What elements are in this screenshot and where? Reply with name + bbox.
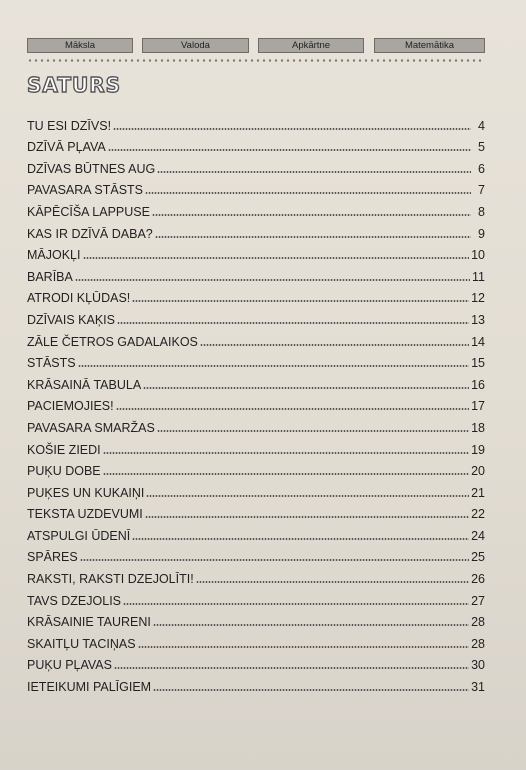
toc-entry-title: RAKSTI, RAKSTI DZEJOLĪTI!: [27, 572, 194, 587]
dot-leader: [157, 171, 471, 173]
dot-leader: [196, 581, 469, 583]
toc-entry-page-number: 14: [471, 334, 485, 349]
toc-entry-title: PAVASARA STĀSTS: [27, 183, 144, 198]
toc-entry: [27, 392, 485, 414]
toc-entry: [27, 327, 485, 349]
dot-leader: [200, 344, 469, 346]
dot-leader: [143, 387, 469, 389]
toc-entry: [27, 176, 485, 198]
toc-entry-page-number: 28: [471, 615, 485, 630]
toc-entry-title: STĀSTS: [27, 356, 76, 371]
toc-entry: [27, 521, 485, 543]
toc-entry-page-number: 15: [471, 356, 485, 371]
toc-entry-title: TEKSTA UZDEVUMI: [27, 507, 143, 522]
dot-leader: [123, 603, 469, 605]
subject-tab-environment: Apkārtne: [258, 38, 364, 53]
toc-entry: [27, 154, 485, 176]
toc-entry-page-number: 7: [478, 183, 485, 198]
dotted-divider: [27, 59, 485, 62]
toc-entry-page-number: 6: [478, 161, 485, 176]
toc-entry-page-number: 21: [471, 485, 485, 500]
dot-leader: [114, 667, 469, 669]
toc-entry: [27, 133, 485, 155]
toc-entry-title: ATSPULGI ŪDENĪ: [27, 528, 131, 543]
toc-entry-title: KOŠIE ZIEDI: [27, 442, 101, 457]
dot-leader: [138, 646, 470, 648]
toc-entry-title: DZĪVĀ PĻAVA: [27, 140, 106, 155]
dot-leader: [155, 236, 471, 238]
dot-leader: [103, 473, 469, 475]
subject-tab-art: Māksla: [27, 38, 133, 53]
toc-entry-page-number: 12: [471, 291, 485, 306]
toc-entry-page-number: 22: [471, 507, 485, 522]
toc-entry: [27, 305, 485, 327]
toc-entry: [27, 241, 485, 263]
toc-entry-page-number: 24: [471, 528, 485, 543]
toc-entry: [27, 197, 485, 219]
toc-entry-page-number: 28: [471, 636, 485, 651]
toc-entry-page-number: 18: [471, 420, 485, 435]
toc-entry: [27, 413, 485, 435]
toc-entry: [27, 435, 485, 457]
toc-entry-page-number: 25: [471, 550, 485, 565]
dot-leader: [146, 495, 469, 497]
toc-entry-page-number: 10: [471, 248, 485, 263]
toc-entry: [27, 543, 485, 565]
toc-entry-title: KRĀSAINĀ TABULA: [27, 377, 142, 392]
dot-leader: [153, 689, 469, 691]
toc-entry-title: BARĪBA: [27, 269, 73, 284]
toc-entry: [27, 629, 485, 651]
toc-entry-title: IETEIKUMI PALĪGIEM: [27, 680, 152, 695]
toc-entry: [27, 457, 485, 479]
dot-leader: [83, 257, 470, 259]
toc-entry: [27, 478, 485, 500]
toc-entry-page-number: 17: [471, 399, 485, 414]
dot-leader: [132, 300, 469, 302]
toc-entry: [27, 349, 485, 371]
dot-leader: [152, 214, 471, 216]
toc-entry: [27, 672, 485, 694]
toc-entry-title: KĀPĒCĪŠA LAPPUSE: [27, 204, 150, 219]
toc-entry-title: PUĶU DOBE: [27, 464, 101, 479]
dot-leader: [113, 128, 471, 130]
toc-entry: [27, 284, 485, 306]
toc-entry-title: ZĀLE ČETROS GADALAIKOS: [27, 334, 198, 349]
toc-entry-page-number: 30: [471, 658, 485, 673]
toc-entry-title: TAVS DZEJOLIS: [27, 593, 122, 608]
toc-entry-title: DZĪVAS BŪTNES AUG: [27, 161, 156, 176]
dot-leader: [117, 322, 469, 324]
subject-tab-language: Valoda: [142, 38, 249, 53]
dot-leader: [75, 279, 470, 281]
subject-tab-math: Matemātika: [374, 38, 485, 53]
toc-entry-page-number: 20: [471, 464, 485, 479]
toc-entry: [27, 608, 485, 630]
toc-entry: [27, 586, 485, 608]
toc-entry-page-number: 9: [478, 226, 485, 241]
dot-leader: [157, 430, 469, 432]
dot-leader: [103, 452, 469, 454]
toc-entry-page-number: 13: [471, 312, 485, 327]
toc-entry-title: MĀJOKĻI: [27, 248, 81, 263]
toc-entry-title: PACIEMOJIES!: [27, 399, 114, 414]
toc-entry-page-number: 31: [471, 680, 485, 695]
dot-leader: [78, 365, 469, 367]
toc-entry-title: PUĶES UN KUKAIŅI: [27, 485, 145, 500]
dot-leader: [145, 516, 469, 518]
toc-entry: [27, 564, 485, 586]
toc-entry: [27, 651, 485, 673]
toc-entry-title: DZĪVAIS KAĶIS: [27, 312, 115, 327]
toc-entry-page-number: 19: [471, 442, 485, 457]
toc-entry-title: KAS IR DZĪVĀ DABA?: [27, 226, 153, 241]
toc-entry-page-number: 26: [471, 572, 485, 587]
toc-entry-page-number: 4: [478, 118, 485, 133]
toc-entry-title: SPĀRES: [27, 550, 78, 565]
contents-heading: SATURS: [27, 73, 122, 97]
toc-entry-title: PUĶU PĻAVAS: [27, 658, 112, 673]
toc-entry-page-number: 27: [471, 593, 485, 608]
subject-tabs: [27, 38, 485, 52]
toc-entry-title: TU ESI DZĪVS!: [27, 118, 112, 133]
toc-entry-title: PAVASARA SMARŽAS: [27, 420, 155, 435]
toc-entry: [27, 219, 485, 241]
toc-entry-title: SKAITĻU TACIŅAS: [27, 636, 136, 651]
dot-leader: [116, 408, 470, 410]
toc-entry-page-number: 5: [478, 140, 485, 155]
toc-entry-page-number: 11: [472, 269, 485, 284]
toc-entry: [27, 111, 485, 133]
toc-entry-title: ATRODI KĻŪDAS!: [27, 291, 131, 306]
toc-entry-title: KRĀSAINIE TAURENI: [27, 615, 151, 630]
toc-entry-page-number: 8: [478, 204, 485, 219]
dot-leader: [108, 149, 471, 151]
dot-leader: [132, 538, 469, 540]
toc-entry: [27, 500, 485, 522]
toc-entry: [27, 262, 485, 284]
toc-entry: [27, 370, 485, 392]
table-of-contents: [27, 111, 485, 694]
toc-entry-page-number: 16: [471, 377, 485, 392]
dot-leader: [153, 624, 469, 626]
dot-leader: [145, 192, 471, 194]
dot-leader: [80, 559, 469, 561]
